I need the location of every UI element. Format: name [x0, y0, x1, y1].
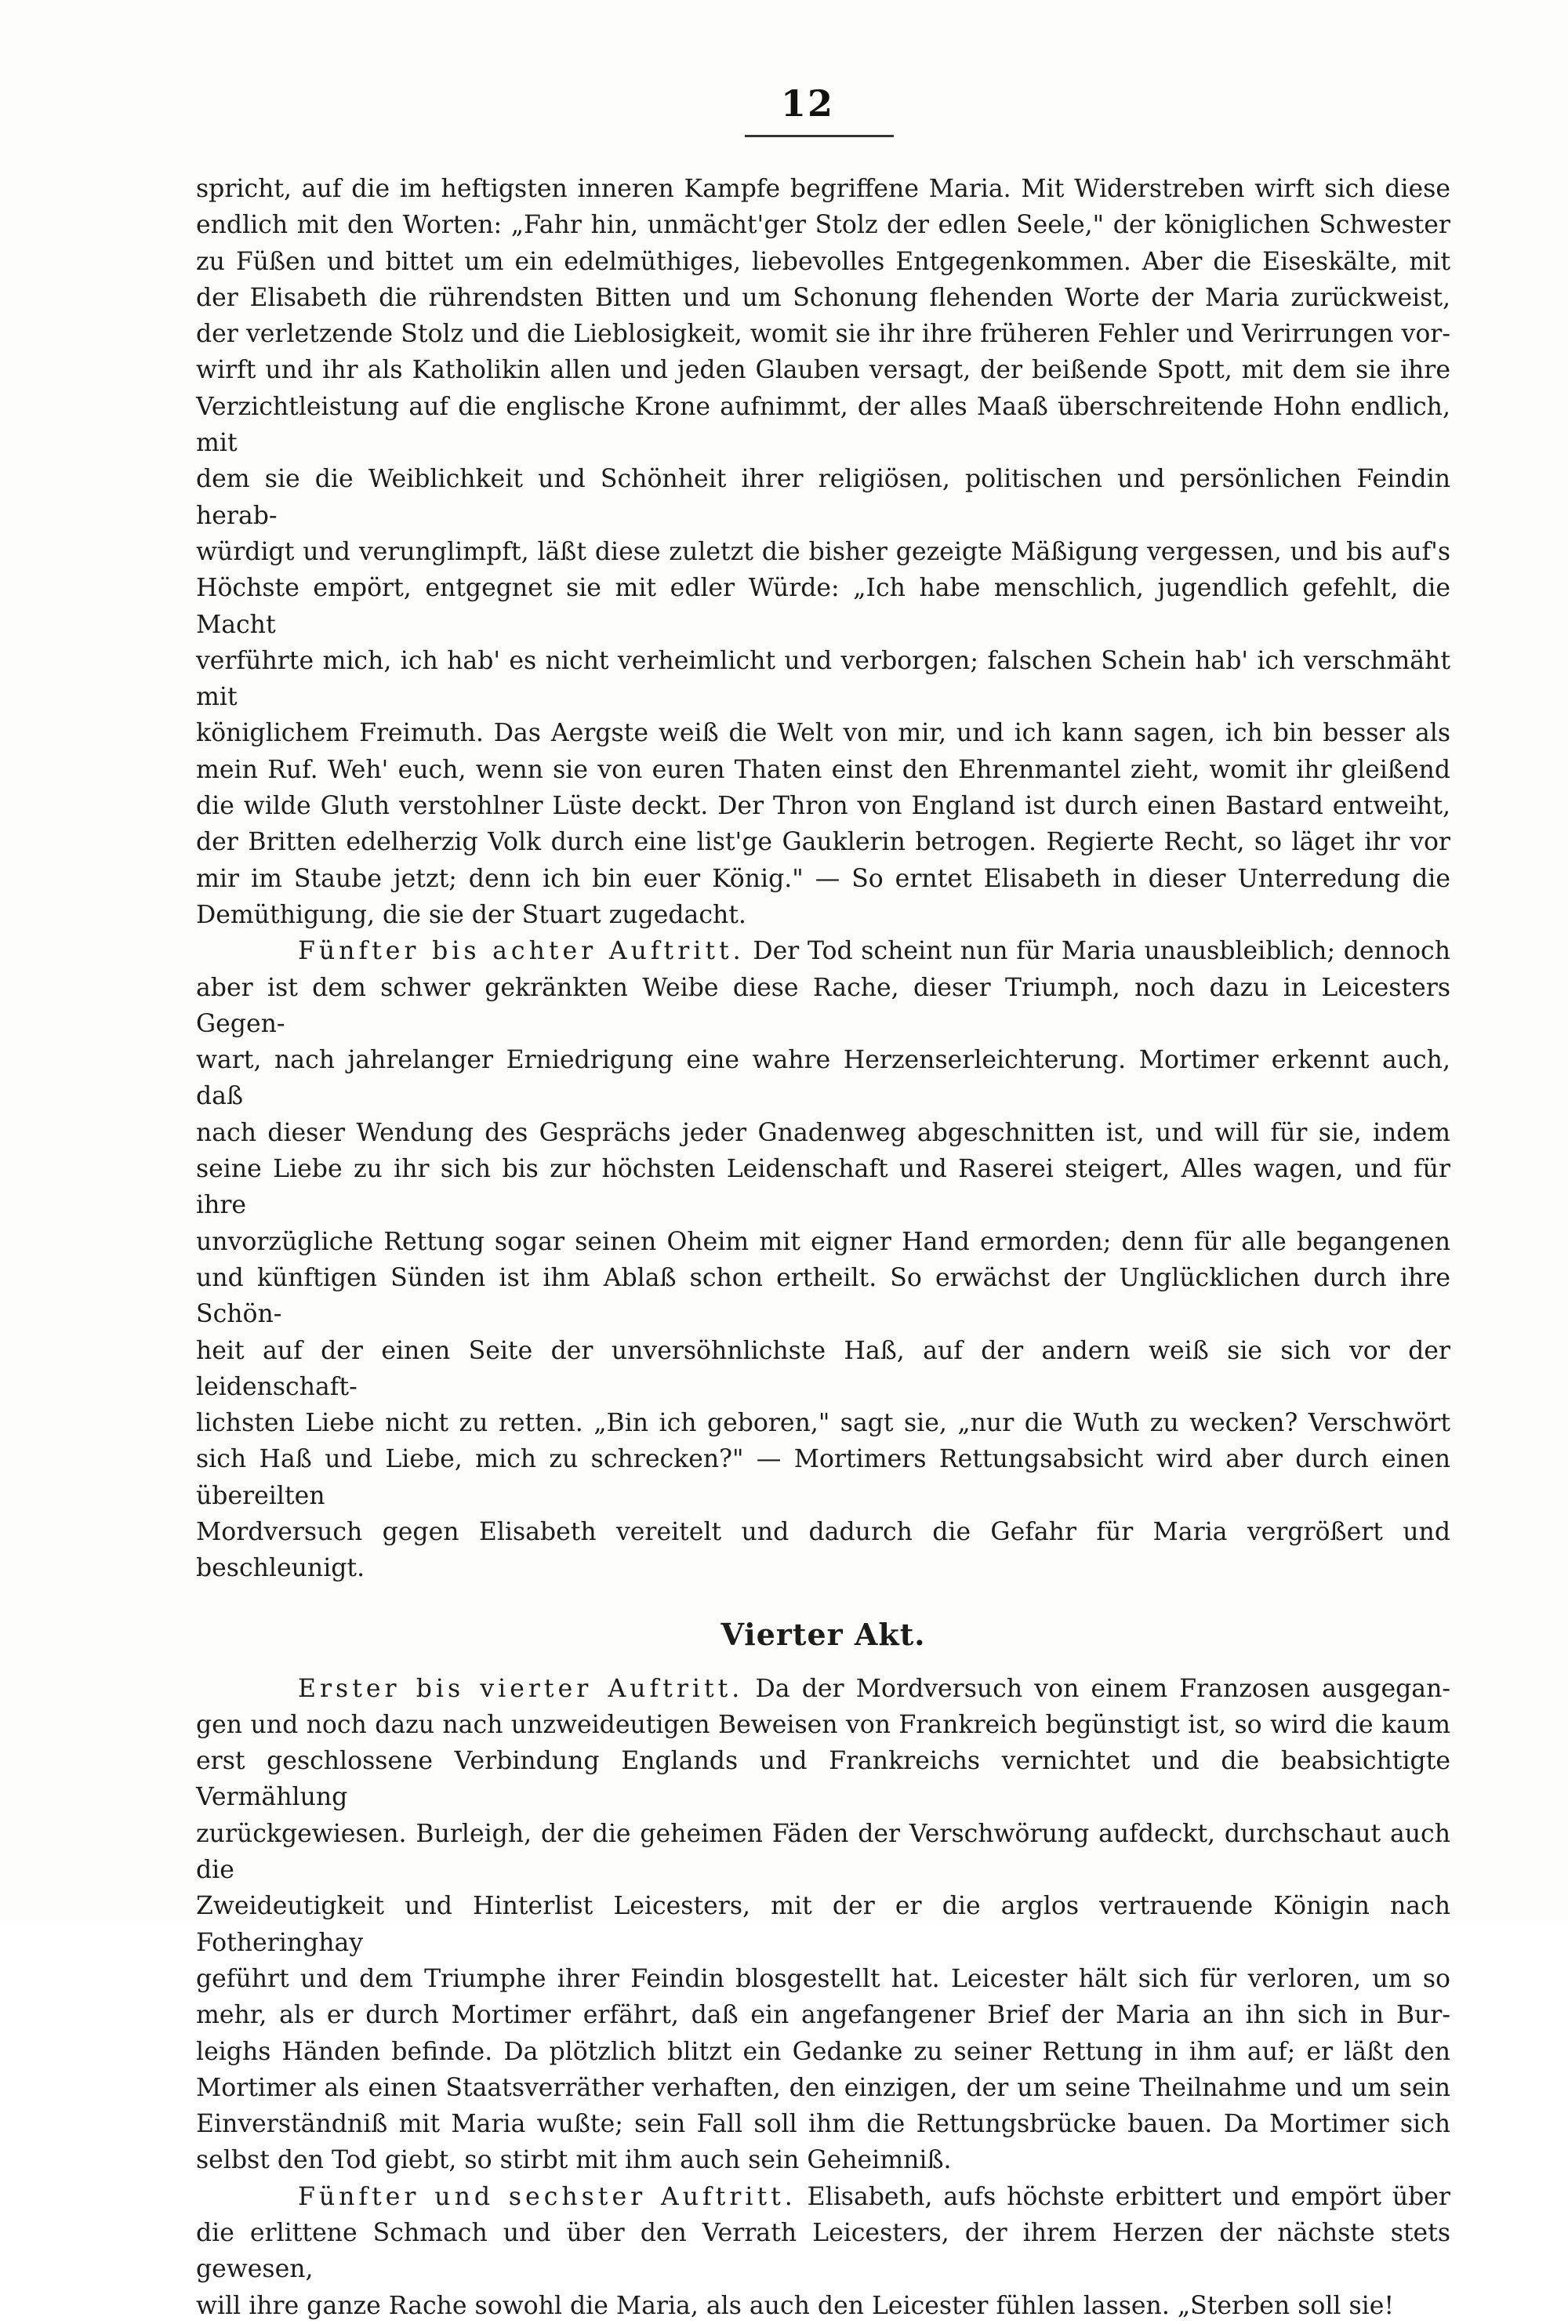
paragraph-block-2	[196, 933, 1450, 1586]
line-text: Der Tod scheint nun für Maria unausbleiblich; dennoch	[744, 937, 1450, 966]
paragraph-block-3	[196, 1671, 1450, 2179]
scene-heading: Fünfter bis achter Auftritt.	[298, 937, 745, 966]
line-text: Elisabeth, aufs höchste erbittert und empört über	[796, 2182, 1450, 2211]
text-line: und künftigen Sünden ist ihm Ablaß schon ertheilt. So erwächst der Unglücklichen durch ihre Schön-	[196, 1263, 1450, 1329]
text-line: selbst den Tod giebt, so stirbt mit ihm auch sein Geheimniß.	[196, 2146, 952, 2175]
text-line: sich Haß und Liebe, mich zu schrecken?" — Mortimers Rettungsabsicht wird aber durch einen übereilten	[196, 1445, 1450, 1510]
text-line: würdigt und verunglimpft, läßt diese zuletzt die bisher gezeigte Mäßigung vergessen, und bis auf's	[196, 537, 1450, 566]
text-line: die erlittene Schmach und über den Verrath Leicesters, der ihrem Herzen der nächste stets gewesen,	[196, 2219, 1450, 2284]
text-line: spricht, auf die im heftigsten inneren Kampfe begriffene Maria. Mit Widerstreben wirft sich diese	[196, 175, 1450, 203]
text-line: dem sie die Weiblichkeit und Schönheit ihrer religiösen, politischen und persönlichen Feindin herab-	[196, 465, 1450, 530]
text-line: königlichem Freimuth. Das Aergste weiß die Welt von mir, und ich kann sagen, ich bin besser als	[196, 719, 1450, 748]
text-line: nach dieser Wendung des Gesprächs jeder Gnadenweg abgeschnitten ist, und will für sie, indem	[196, 1118, 1450, 1147]
line-text: Da der Mordversuch von einem Franzosen ausgegan-	[743, 1674, 1451, 1703]
text-line: der Britten edelherzig Volk durch eine list'ge Gauklerin betrogen. Regierte Recht, so läget ihr vor	[196, 828, 1450, 857]
text-line: lichsten Liebe nicht zu retten. „Bin ich geboren," sagt sie, „nur die Wuth zu wecken? Verschwört	[196, 1409, 1450, 1438]
text-line	[196, 2179, 1450, 2215]
text-line: aber ist dem schwer gekränkten Weibe diese Rache, dieser Triumph, noch dazu in Leicesters Gegen-	[196, 973, 1450, 1038]
page-number: 12	[780, 82, 834, 125]
text-line: verführte mich, ich hab' es nicht verheimlicht und verborgen; falschen Schein hab' ich verschmäht mit	[196, 646, 1450, 712]
text-line: Mortimer als einen Staatsverräther verhaften, den einzigen, der um seine Theilnahme und um sein	[196, 2073, 1450, 2102]
text-line: Demüthigung, die sie der Stuart zugedacht.	[196, 900, 746, 929]
text-line: der Elisabeth die rührendsten Bitten und um Schonung flehenden Worte der Maria zurückweist,	[196, 283, 1450, 312]
scene-heading: Fünfter und sechster Auftritt.	[298, 2182, 797, 2211]
text-line: Einverständniß mit Maria wußte; sein Fall soll ihm die Rettungsbrücke bauen. Da Mortimer sich	[196, 2110, 1450, 2139]
scene-heading: Erster bis vierter Auftritt.	[298, 1674, 744, 1703]
text-line: wart, nach jahrelanger Erniedrigung eine wahre Herzenserleichterung. Mortimer erkennt auch, daß	[196, 1046, 1450, 1111]
text-line: die wilde Gluth verstohlner Lüste deckt. Der Thron von England ist durch einen Bastard entweiht,	[196, 792, 1450, 821]
text-line: gen und noch dazu nach unzweideutigen Beweisen von Frankreich begünstigt ist, so wird die kaum	[196, 1710, 1450, 1739]
text-line: Verzichtleistung auf die englische Krone aufnimmt, der alles Maaß überschreitende Hohn endlich, mit	[196, 392, 1450, 458]
text-line: Höchste empört, entgegnet sie mit edler Würde: „Ich habe menschlich, jugendlich gefehlt, die Macht	[196, 574, 1450, 639]
paragraph-block-4	[196, 2179, 1450, 2324]
text-line: Zweideutigkeit und Hinterlist Leicesters, mit der er die arglos vertrauende Königin nach Fotheringhay	[196, 1892, 1450, 1957]
text-line: erst geschlossene Verbindung Englands und Frankreichs vernichtet und die beabsichtigte Vermählung	[196, 1747, 1450, 1812]
paragraph-block-1	[196, 171, 1450, 933]
text-line	[196, 933, 1450, 969]
text-line: mir im Staube jetzt; denn ich bin euer König." — So erntet Elisabeth in dieser Unterredung die	[196, 864, 1450, 893]
text-line: endlich mit den Worten: „Fahr hin, unmächt'ger Stolz der edlen Seele," der königlichen Schwester	[196, 211, 1450, 240]
text-line: geführt und dem Triumphe ihrer Feindin blosgestellt hat. Leicester hält sich für verloren, um so	[196, 1964, 1450, 1993]
text-line: unvorzügliche Rettung sogar seinen Oheim mit eigner Hand ermorden; denn für alle begangenen	[196, 1227, 1450, 1256]
header-rule	[745, 135, 894, 137]
text-line: leighs Händen befinde. Da plötzlich blitzt ein Gedanke zu seiner Rettung in ihm auf; er läßt den	[196, 2037, 1450, 2066]
body-text	[196, 171, 1450, 2324]
text-line: wirft und ihr als Katholikin allen und jeden Glauben versagt, der beißende Spott, mit dem sie ihre	[196, 356, 1450, 385]
section-heading: Vierter Akt.	[720, 1616, 926, 1652]
text-line: mein Ruf. Weh' euch, wenn sie von euren Thaten einst den Ehrenmantel zieht, womit ihr gleißend	[196, 755, 1450, 784]
text-line: seine Liebe zu ihr sich bis zur höchsten Leidenschaft und Raserei steigert, Alles wagen, und für ihre	[196, 1155, 1450, 1220]
text-line: zurückgewiesen. Burleigh, der die geheimen Fäden der Verschwörung aufdeckt, durchschaut auch die	[196, 1819, 1450, 1885]
text-line	[196, 1671, 1450, 1707]
text-line: will ihre ganze Rache sowohl die Maria, als auch den Leicester fühlen lassen. „Sterben soll sie!	[196, 2291, 1395, 2320]
text-line: heit auf der einen Seite der unversöhnlichste Haß, auf der andern weiß sie sich vor der leidenschaft-	[196, 1336, 1450, 1401]
text-line: mehr, als er durch Mortimer erfährt, daß ein angefangener Brief der Maria an ihn sich in Bur-	[196, 2001, 1450, 2030]
text-line: Mordversuch gegen Elisabeth vereitelt und dadurch die Gefahr für Maria vergrößert und beschleunigt.	[196, 1517, 1450, 1583]
text-line: zu Füßen und bittet um ein edelmüthiges, liebevolles Entgegenkommen. Aber die Eiseskälte, mit	[196, 247, 1450, 276]
text-line: der verletzende Stolz und die Lieblosigkeit, womit sie ihr ihre früheren Fehler und Verirrungen vor-	[196, 320, 1450, 349]
